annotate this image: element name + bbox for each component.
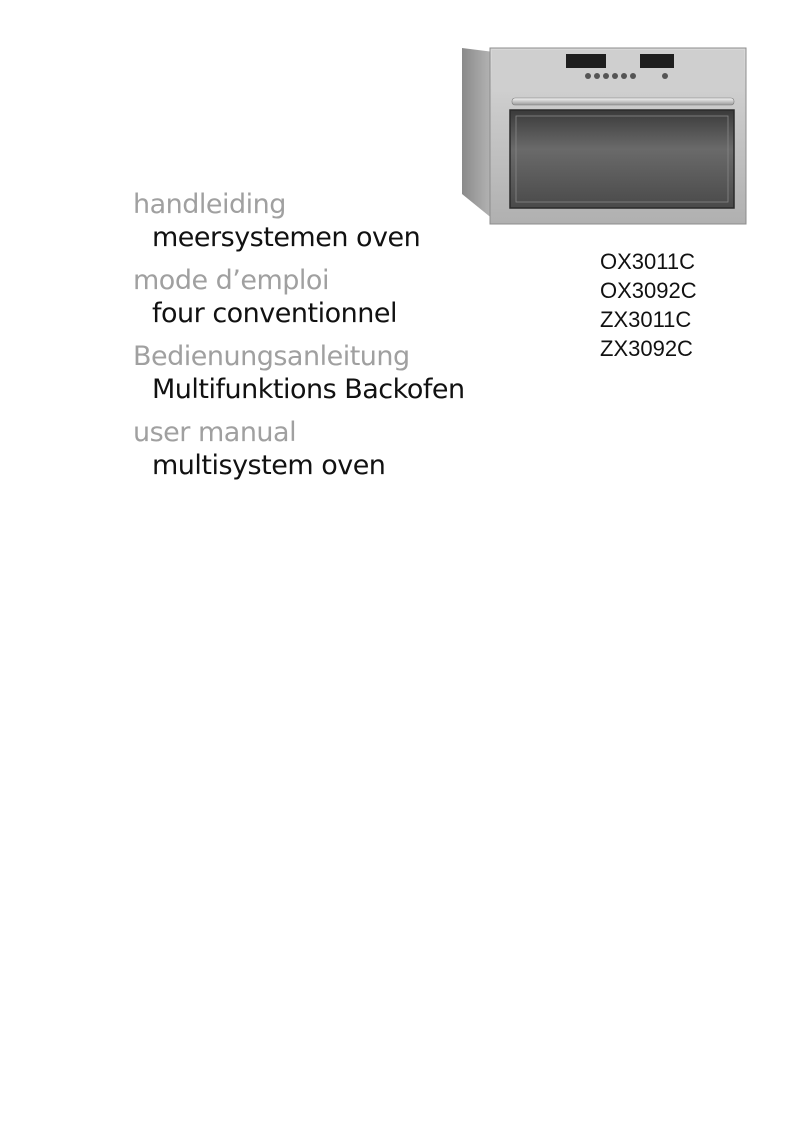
manual-title-dutch: handleiding xyxy=(133,189,286,220)
manual-title-german: Bedienungsanleitung xyxy=(133,341,410,372)
model-number: ZX3092C xyxy=(600,336,693,361)
product-name-german: Multifunktions Backofen xyxy=(152,374,465,405)
model-number: OX3011C xyxy=(600,249,695,274)
model-number-list xyxy=(600,247,740,363)
manual-title-french: mode d’emploi xyxy=(133,265,329,296)
language-entry-nl xyxy=(133,188,553,254)
manual-title-english: user manual xyxy=(133,417,297,448)
product-name-english: multisystem oven xyxy=(152,450,386,481)
language-entry-de xyxy=(133,340,553,406)
product-name-french: four conventionnel xyxy=(152,298,397,329)
language-entry-fr xyxy=(133,264,553,330)
model-number: OX3092C xyxy=(600,278,697,303)
product-name-dutch: meersystemen oven xyxy=(152,222,421,253)
model-number: ZX3011C xyxy=(600,307,692,332)
language-titles xyxy=(133,188,553,492)
language-entry-en xyxy=(133,416,553,482)
